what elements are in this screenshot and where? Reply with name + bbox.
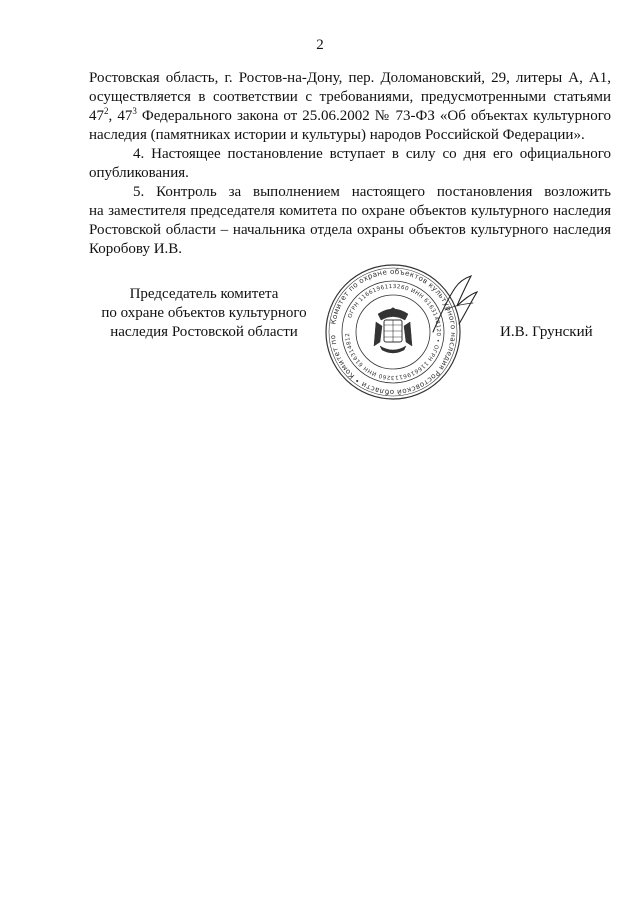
seal-inner-text: ОГРН 1166196113260 ИНН 6163148120 • ОГРН 1166196113260 ИНН 616314812 — [344, 283, 442, 381]
article-superscript: 2 — [104, 106, 109, 116]
page-number: 2 — [316, 37, 324, 53]
paragraph-line-with-articles — [89, 107, 611, 126]
paragraph-line: на заместителя председателя комитета по охране объектов культурного наследия — [89, 203, 611, 219]
paragraph-object-address — [89, 69, 611, 145]
paragraph-line: наследия (памятниках истории и культуры) народов Российской Федерации». — [89, 127, 585, 143]
signer-title-line: Председатель комитета — [129, 286, 279, 302]
handwritten-signature — [425, 270, 485, 340]
law-reference: Федерального закона от 25.06.2002 № 73-ФЗ «Об объектах культурного — [136, 108, 611, 124]
paragraph-control — [89, 183, 611, 259]
coat-of-arms-icon — [374, 308, 412, 353]
article-separator: , 47 — [108, 108, 133, 124]
paragraph-line: 5. Контроль за выполнением настоящего постановления возложить — [133, 184, 611, 200]
paragraph-line: 4. Настоящее постановление вступает в силу со дня его официального — [133, 146, 611, 162]
paragraph-line: Ростовской области – начальника отдела охраны объектов культурного наследия — [89, 222, 611, 238]
paragraph-line: опубликования. — [89, 165, 189, 181]
paragraph-effective-date — [89, 145, 611, 183]
article-number: 47 — [89, 108, 104, 124]
paragraph-line: осуществляется в соответствии с требованиями, предусмотренными статьями — [89, 89, 611, 105]
signer-title — [89, 285, 319, 342]
seal-outer-text: Комитет по охране объектов культурного наследия Ростовской области • Комитет по — [328, 266, 459, 398]
signer-name: И.В. Грунский — [500, 324, 593, 340]
paragraph-line: Коробову И.В. — [89, 241, 183, 257]
signer-title-line: по охране объектов культурного — [101, 305, 307, 321]
signer-title-line: наследия Ростовской области — [110, 324, 298, 340]
paragraph-line: Ростовская область, г. Ростов-на-Дону, пер. Доломановский, 29, литеры А, А1, — [89, 70, 611, 86]
article-superscript: 3 — [132, 106, 137, 116]
